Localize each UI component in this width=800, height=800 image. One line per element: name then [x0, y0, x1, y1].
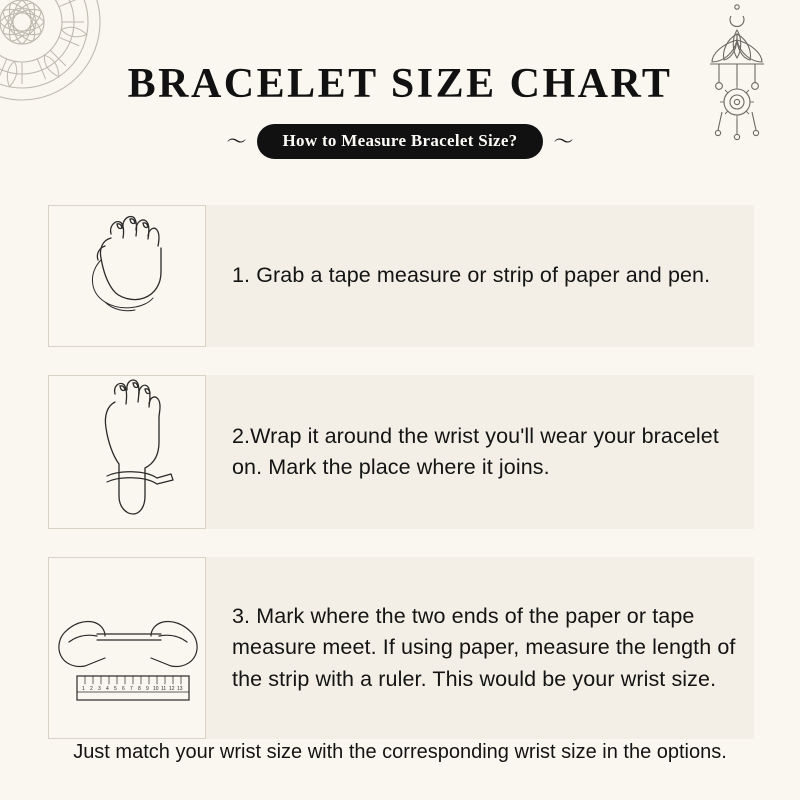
list-item [48, 205, 754, 347]
step-text: 1. Grab a tape measure or strip of paper and pen. [232, 263, 711, 288]
hand-wrapping-tape-around-wrist-icon [48, 375, 206, 529]
svg-text:8: 8 [138, 686, 141, 692]
list-item [48, 557, 754, 739]
svg-text:3: 3 [98, 686, 101, 692]
svg-text:12: 12 [169, 686, 175, 692]
steps-list [48, 205, 754, 767]
subtitle-row [0, 124, 800, 159]
list-item [48, 375, 754, 529]
svg-text:5: 5 [114, 686, 117, 692]
flourish-left-icon: 〜 [226, 130, 247, 153]
svg-text:6: 6 [122, 686, 125, 692]
hands-measuring-strip-with-ruler-icon [48, 557, 206, 739]
svg-text:1: 1 [82, 686, 85, 692]
svg-text:2: 2 [90, 686, 93, 692]
svg-text:7: 7 [130, 686, 133, 692]
step-text: 3. Mark where the two ends of the paper or tape measure meet. If using paper, measure the length of the strip with a ruler. This would be your wrist size. [232, 603, 736, 691]
svg-text:10: 10 [153, 686, 159, 692]
flourish-right-icon: 〜 [553, 130, 574, 153]
page-title: BRACELET SIZE CHART [127, 61, 673, 107]
svg-text:9: 9 [146, 686, 149, 692]
svg-text:13: 13 [177, 686, 183, 692]
svg-text:4: 4 [106, 686, 109, 692]
footer-note: Just match your wrist size with the corresponding wrist size in the options. [73, 741, 727, 763]
hand-fist-with-tape-icon [48, 205, 206, 347]
svg-text:11: 11 [161, 686, 167, 692]
step-text: 2.Wrap it around the wrist you'll wear your bracelet on. Mark the place where it joins. [232, 423, 719, 479]
subtitle-badge: How to Measure Bracelet Size? [257, 124, 544, 159]
